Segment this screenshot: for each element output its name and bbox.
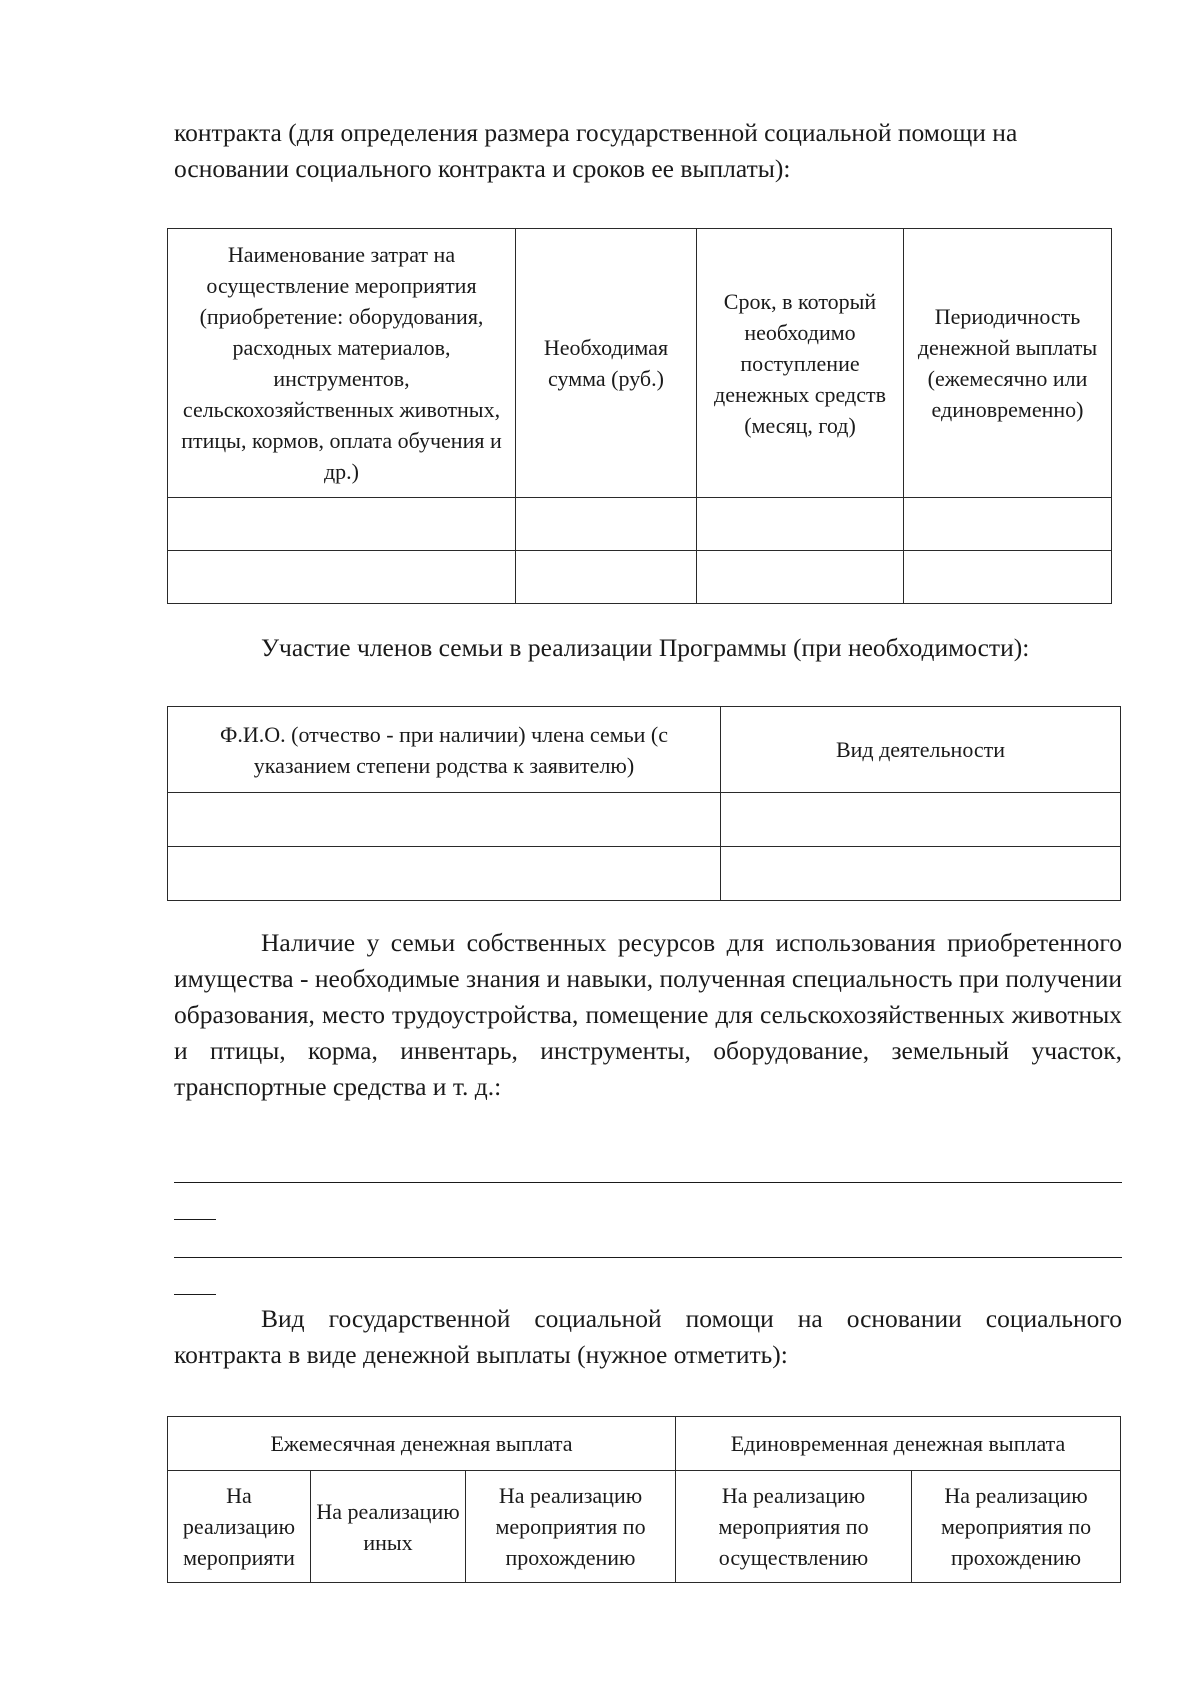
- table-cell[interactable]: [168, 793, 721, 847]
- payment-option-cell[interactable]: На реализацию мероприятия по прохождению: [466, 1471, 676, 1583]
- costs-header-cell: Наименование затрат на осуществление мероприятия (приобретение: оборудования, расходных материалов, инструментов, сельскохозяйственных животных, птицы, кормов, оплата обучения и др.): [168, 229, 516, 498]
- table-row: [168, 847, 1121, 901]
- payment-type-table: [167, 1416, 1121, 1583]
- costs-header-cell: Периодичность денежной выплаты (ежемесячно или единовременно): [904, 229, 1112, 498]
- answer-line-continuation: [174, 1294, 216, 1295]
- table-cell[interactable]: [904, 498, 1112, 551]
- table-cell[interactable]: [516, 498, 697, 551]
- family-header-cell: Вид деятельности: [721, 707, 1121, 793]
- payment-option-cell[interactable]: На реализацию мероприяти: [168, 1471, 311, 1583]
- table-cell[interactable]: [721, 847, 1121, 901]
- table-cell[interactable]: [168, 551, 516, 604]
- table-cell[interactable]: [904, 551, 1112, 604]
- family-heading: Участие членов семьи в реализации Программы (при необходимости):: [261, 633, 1030, 662]
- costs-table: [167, 228, 1112, 604]
- costs-header-row: [168, 229, 1112, 498]
- payment-option-cell[interactable]: На реализацию мероприятия по прохождению: [912, 1471, 1121, 1583]
- family-table: [167, 706, 1121, 901]
- family-header-row: [168, 707, 1121, 793]
- answer-line[interactable]: [174, 1257, 1122, 1258]
- assistance-paragraph: Вид государственной социальной помощи на основании социального контракта в виде денежной выплаты (нужное отметить):: [174, 1304, 1122, 1369]
- table-cell[interactable]: [168, 847, 721, 901]
- table-cell[interactable]: [697, 498, 904, 551]
- answer-line-continuation: [174, 1219, 216, 1220]
- resources-paragraph: Наличие у семьи собственных ресурсов для использования приобретенного имущества - необходимые знания и навыки, полученная специальность при получении образования, место трудоустройства, помещение для сельскохозяйственных животных и птицы, корма, инвентарь, инструменты, оборудование, земельный участок, транспортные средства и т. д.:: [174, 928, 1122, 1101]
- table-cell[interactable]: [516, 551, 697, 604]
- payment-option-cell[interactable]: На реализацию иных: [311, 1471, 466, 1583]
- costs-header-cell: Необходимая сумма (руб.): [516, 229, 697, 498]
- table-row: [168, 498, 1112, 551]
- payment-group-row: [168, 1417, 1121, 1471]
- table-cell[interactable]: [168, 498, 516, 551]
- answer-line[interactable]: [174, 1182, 1122, 1183]
- table-row: [168, 793, 1121, 847]
- family-header-cell: Ф.И.О. (отчество - при наличии) члена семьи (с указанием степени родства к заявителю): [168, 707, 721, 793]
- table-cell[interactable]: [697, 551, 904, 604]
- costs-header-cell: Срок, в который необходимо поступление денежных средств (месяц, год): [697, 229, 904, 498]
- one-time-payment-header: Единовременная денежная выплата: [676, 1417, 1121, 1471]
- monthly-payment-header: Ежемесячная денежная выплата: [168, 1417, 676, 1471]
- payment-subheader-row: [168, 1471, 1121, 1583]
- intro-paragraph: контракта (для определения размера государственной социальной помощи на основании социального контракта и сроков ее выплаты):: [174, 118, 1018, 183]
- table-cell[interactable]: [721, 793, 1121, 847]
- payment-option-cell[interactable]: На реализацию мероприятия по осуществлению: [676, 1471, 912, 1583]
- table-row: [168, 551, 1112, 604]
